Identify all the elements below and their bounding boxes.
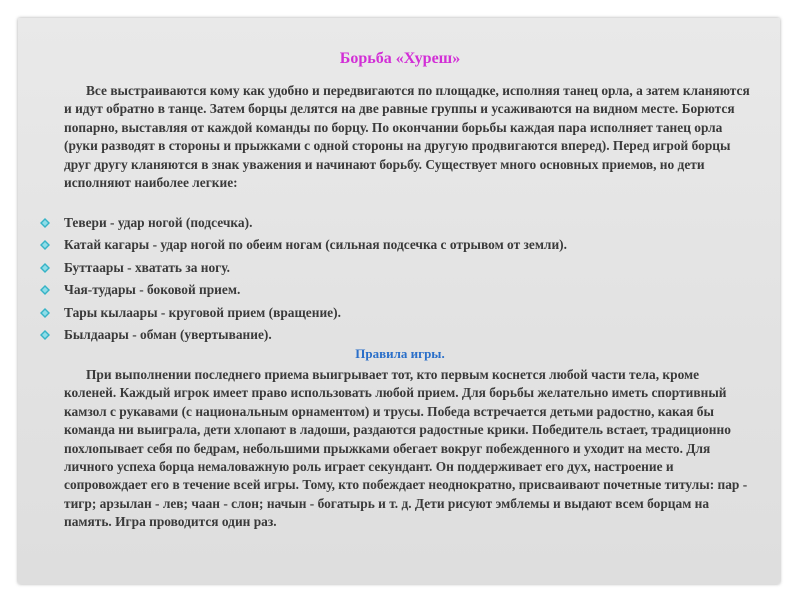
list-item-text: Былдаары - обман (увертывание). xyxy=(64,326,272,342)
diamond-bullet-icon xyxy=(40,308,50,318)
diamond-bullet-icon xyxy=(40,240,50,250)
diamond-bullet-icon xyxy=(40,330,50,340)
list-item xyxy=(40,257,760,279)
list-item xyxy=(40,324,760,346)
list-item-text: Тевери - удар ногой (подсечка). xyxy=(64,215,253,230)
diamond-bullet-icon xyxy=(40,263,50,273)
rules-heading: Правила игры. xyxy=(355,346,445,361)
list-item xyxy=(40,234,760,256)
list-item-text: Катай кагары - удар ногой по обеим ногам (сильная подсечка с отрывом от земли). xyxy=(64,237,567,253)
diamond-bullet-icon xyxy=(40,218,50,228)
rules-paragraph: При выполнении последнего приема выигрывает тот, кто первым коснется любой части тела, кроме коленей. Каждый игрок имеет право использовать любой прием. Для борьбы желательно иметь спортивный камзол с рукавами (с национальным орнаментом) и трусы. Победа встречается детьми радостно, какая бы команда ни выиграла, дети хлопают в ладоши, раздаются радостные крики. Победитель встает, традиционно похлопывает себя по бедрам, небольшими прыжками обегает вокруг побежденного и уходит на место. Для личного успеха борца немаловажную роль играет секундант. Он поддерживает его дух, настроение и сопровождает его в течение всей игры. Тому, кто побеждает неоднократно, присваивают почетные титулы: пар - тигр; арзылан - лев; чаан - слон; начын - богатырь и т. д. Дети рисуют эмблемы и выдают всем борцам на память. Игра проводится один раз. xyxy=(64,367,748,530)
list-item xyxy=(40,212,760,234)
intro-paragraph: Все выстраиваются кому как удобно и передвигаются по площадке, исполняя танец орла, а затем кланяются и идут обратно в танце. Затем борцы делятся на две равные группы и усаживаются на видном месте. Борются попарно, выставляя от каждой команды по борцу. По окончании борьбы каждая пара исполняет танец орла (руки разводят в стороны и прыжками с одной стороны на другую продвигаются вперед). Перед игрой борцы друг другу кланяются в знак уважения и начинают борьбу. Существует много основных приемов, но дети исполняют наиболее легкие: xyxy=(64,83,750,191)
list-item-text: Тары кылаары - круговой прием (вращение). xyxy=(64,304,341,320)
list-item-text: Чая-тудары - боковой прием. xyxy=(64,282,241,298)
slide-title: Борьба «Хуреш» xyxy=(339,50,461,67)
diamond-bullet-icon xyxy=(40,285,50,295)
list-item-text: Буттаары - хватать за ногу. xyxy=(64,259,230,275)
techniques-list xyxy=(40,212,760,346)
list-item xyxy=(40,279,760,301)
list-item xyxy=(40,302,760,324)
